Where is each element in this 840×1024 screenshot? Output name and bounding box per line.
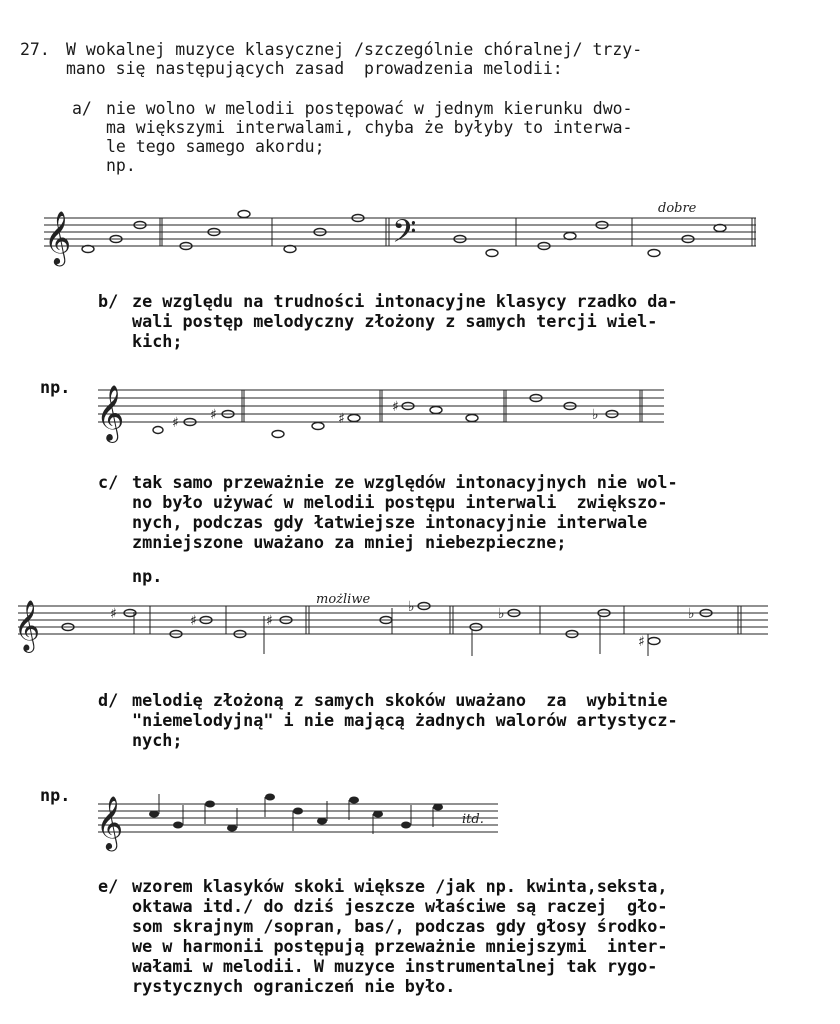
intro-line-1: W wokalnej muzyce klasycznej /szczególnie chóralnej/ trzy- [66, 40, 643, 59]
item-a-line-2: ma większymi interwalami, chyba że byłyby to interwa- [106, 118, 633, 137]
svg-text:♯: ♯ [190, 613, 197, 629]
svg-text:♯: ♯ [638, 634, 645, 650]
staff-c-notation [0, 592, 772, 666]
item-e-line-6: rystycznych ograniczeń nie było. [132, 976, 456, 996]
music-staff-b [92, 372, 672, 442]
item-c-line-1: tak samo przeważnie ze względów intonacyjnych nie wol- [132, 472, 678, 492]
item-c-line-4: zmniejszone uważano za mniej niebezpieczne; [132, 532, 567, 552]
intro-line-2: mano się następujących zasad prowadzenia melodii: [66, 59, 563, 78]
svg-text:♭: ♭ [592, 407, 599, 423]
staff-a-notation [28, 196, 768, 270]
svg-text:♯: ♯ [172, 415, 179, 431]
item-d-line-1: melodię złożoną z samych skoków uważano za wybitnie [132, 690, 668, 710]
item-number: 27. [20, 40, 50, 59]
staff-d-notation [92, 780, 512, 848]
item-d-line-3: nych; [132, 730, 183, 750]
svg-text:♯: ♯ [210, 407, 217, 423]
item-d-np: np. [40, 785, 71, 805]
item-e-marker: e/ [98, 876, 119, 896]
treble-clef-icon: 𝄞 [14, 600, 41, 651]
svg-text:♭: ♭ [408, 599, 415, 615]
music-staff-c [0, 592, 772, 666]
music-staff-a [28, 196, 768, 270]
item-c-line-3: nych, podczas gdy łatwiejsze intonacyjnie interwale [132, 512, 648, 532]
item-c-line-2: no było używać w melodii postępu interwali zwiększo- [132, 492, 668, 512]
item-e-line-5: wałami w melodii. W muzyce instrumentalnej tak rygo- [132, 956, 658, 976]
staff-c-annotation: możliwe [316, 592, 371, 607]
item-e-line-4: we w harmonii postępują przeważnie mniejszymi inter- [132, 936, 668, 956]
item-b-line-3: kich; [132, 331, 183, 351]
item-b-np: np. [40, 377, 71, 397]
item-e-line-3: som skrajnym /sopran, bas/, podczas gdy głosy środko- [132, 916, 668, 936]
music-staff-d [92, 780, 512, 848]
item-a-marker: a/ [72, 99, 92, 118]
item-a-line-1: nie wolno w melodii postępować w jednym kierunku dwo- [106, 99, 633, 118]
item-e-line-2: oktawa itd./ do dziś jeszcze właściwe są raczej gło- [132, 896, 668, 916]
item-a-line-3: le tego samego akordu; [106, 137, 325, 156]
treble-clef-icon: 𝄞 [96, 795, 124, 849]
item-b-marker: b/ [98, 291, 119, 311]
svg-text:♭: ♭ [688, 606, 695, 622]
item-c-np: np. [132, 566, 163, 586]
item-a-np: np. [106, 156, 136, 175]
staff-a-annotation: dobre [658, 201, 697, 216]
svg-text:♭: ♭ [498, 606, 505, 622]
staff-d-annotation: itd. [462, 812, 484, 827]
treble-clef-icon: 𝄞 [44, 210, 72, 264]
staff-b-notation [92, 372, 672, 442]
item-d-marker: d/ [98, 690, 119, 710]
item-e-line-1: wzorem klasyków skoki większe /jak np. kwinta,seksta, [132, 876, 668, 896]
item-b-line-2: wali postęp melodyczny złożony z samych tercji wiel- [132, 311, 658, 331]
item-d-line-2: "niemelodyjną" i nie mającą żadnych walorów artystycz- [132, 710, 678, 730]
item-c-marker: c/ [98, 472, 119, 492]
item-b-line-1: ze względu na trudności intonacyjne klasycy rzadko da- [132, 291, 678, 311]
bass-clef-icon: 𝄢 [392, 213, 417, 257]
svg-text:♯: ♯ [266, 613, 273, 629]
treble-clef-icon: 𝄞 [96, 385, 125, 441]
svg-text:♯: ♯ [338, 411, 345, 427]
svg-text:♯: ♯ [392, 399, 399, 415]
svg-text:♯: ♯ [110, 606, 117, 622]
